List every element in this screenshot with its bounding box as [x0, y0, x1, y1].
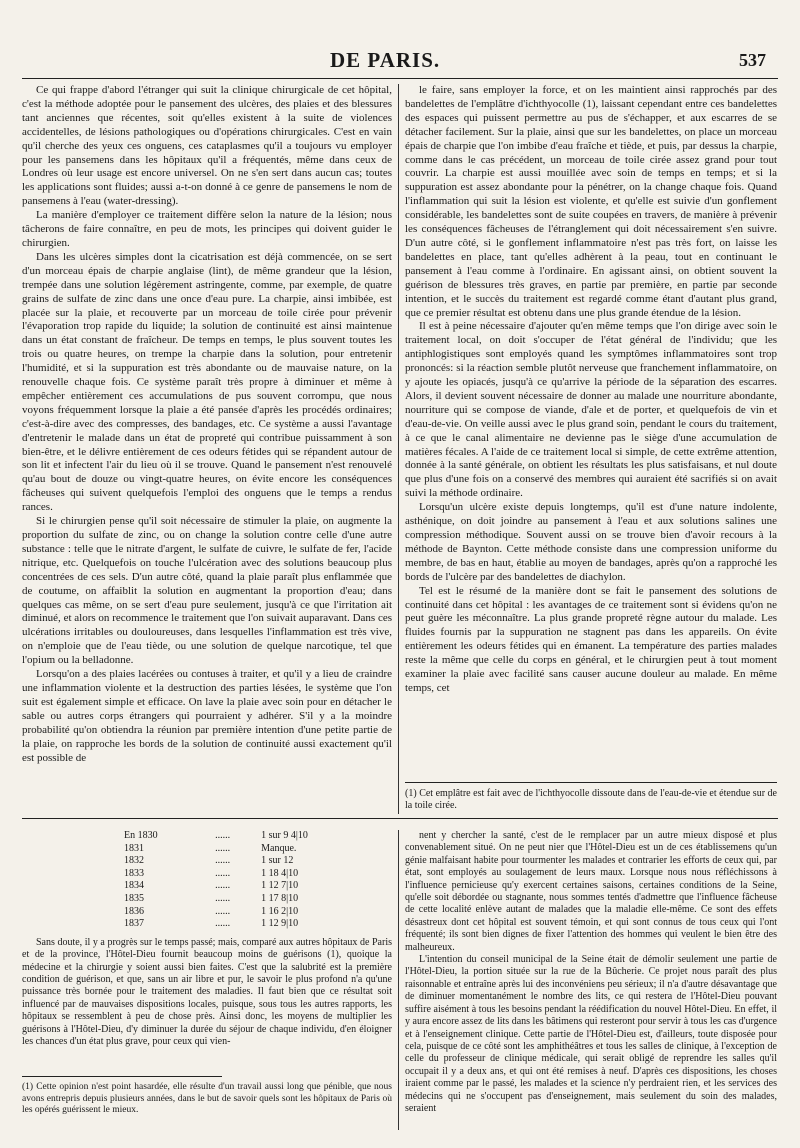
table-row: [122, 906, 382, 919]
paragraph: Si le chirurgien pense qu'il soit nécessaire de stimuler la plaie, on augmente la proportion du sulfate de zinc, ou on change la solution contre celle d'une autre substance : telle que le nitrate d'argent, le sulfate de cuivre, le sulfate de fer, l'acide nitrique, etc. Quelquefois on touche l'ulcération avec des solutions beaucoup plus concentrées de ces sels. D'un autre côté, quand la plaie paraît plus enflammée que de coutume, on affaiblit la solution en augmentant la proportion d'eau; dans quelques cas même, on se sert d'eau pure seulement, jusqu'à ce que l'irritation ait diminué, et alors on recommence le traitement que l'on suivait auparavant. Dans ces ulcérations irritables ou douloureuses, dans lesquelles l'inflammation est très vive, on n'emploie que de l'eau tiède, ou une solution de quelque narcotique, tel que l'opium ou la belladonne.: [22, 515, 392, 667]
table-row: [122, 918, 382, 931]
paragraph: nent y chercher la santé, c'est de le remplacer par un autre mieux disposé et plus convenablement situé. On ne peut nier que l'Hôtel-Dieu est un de ces établissemens qu'un génie malfaisant habite pour tourmenter les malades et contrarier les efforts de ceux qui, par état, sont employés au soulagement de leurs maux. Lorsque nous nous réfléchissons à l'influence pernicieuse qu'y exercent certaines saisons, certaines conditions de la Seine, qu'elle soit débordée ou stagnante, nous sommes tentés d'admettre que l'influence fâcheuse de cette localité enlève autant de malades que la maladie elle-même. Ce sont des effets désastreux dont cet hôpital est souvent témoin, et qui sont connus de tous ceux qui l'ont fréquenté; ils sont bien dignes de fixer l'attention des hommes qui veulent le bien être des malheureux.: [405, 830, 777, 953]
table-row: [122, 843, 382, 856]
year-cell: En 1830: [124, 830, 158, 841]
year-cell: 1835: [124, 892, 144, 904]
page-number: 537: [739, 50, 766, 70]
paragraph: Il est à peine nécessaire d'ajouter qu'en même temps que l'on dirige avec soin le traitement local, on doit s'occuper de l'état général de l'individu; que les antiphlogistiques sont employés quand les symptômes inflammatoires sont trop prononcés: si la réaction semble plutôt nerveuse que franchement inflammatoire, on y ajoute les opiacés, jusqu'à ce qu'arrive la période de la séparation des escarres. Alors, il devient souvent nécessaire de donner au malade une nourriture abondante, nourriture qui se compose de viande, d'ale et de porter, et quelquefois de vin et d'eau-de-vie. On veille aussi avec le plus grand soin, pendant le cours du traitement, à ce que le canal alimentaire ne devienne pas le siège d'une accumulation de matières fécales. A l'aide de ce traitement local si simple, de cette extrême attention, donnée à la santé générale, on obtient les résultats les plus satisfaisans, et nul doute que plus d'une fois on a conservé des membres qui auraient été sacrifiés si on avait suivi la méthode ordinaire.: [405, 320, 777, 500]
leader-dots: ......: [215, 830, 231, 841]
table-row: [122, 855, 382, 868]
paragraph: Ce qui frappe d'abord l'étranger qui suit la clinique chirurgicale de cet hôpital, c'est la méthode adoptée pour le pansement des ulcères, des plaies et des blessures tant anciennes que récentes, soit qu'elles existent à la suite de violences accidentelles, de lésions pathologiques ou d'opérations chirurgicales. C'est en vain qu'il cherche des yeux ces onguens, ces cataplasmes qu'il a toujours vu employer pour les pansemens dans les hôpitaux qu'il a fréquentés, même dans ceux de Londres où leur usage est encore universel. On ne s'en sert dans aucun cas; toutes les applications sont fluides; aussi a-t-on donné à ce genre de pansemens le nom de pansemens à l'eau (water-dressing).: [22, 84, 392, 208]
mortality-table: [122, 830, 382, 931]
ratio-cell: 1 sur 12: [261, 855, 294, 867]
footnote: (1) Cet emplâtre est fait avec de l'ichthyocolle dissoute dans de l'eau-de-vie et étendue sur de la toile cirée.: [405, 788, 777, 811]
lower-footnote: (1) Cette opinion n'est point hasardée, elle résulte d'un travail aussi long que pénible, que nous avons entrepris depuis plusieurs années, dans le but de savoir quels sont les hôpitaux de Paris où les opérés guérissent le mieux.: [22, 1082, 392, 1115]
table-row: [122, 893, 382, 906]
year-cell: 1834: [124, 880, 144, 892]
footnote-rule: [405, 782, 777, 783]
ratio-cell: 1 12 9|10: [261, 918, 299, 930]
paragraph: L'intention du conseil municipal de la Seine était de démolir seulement une partie de l'Hôtel-Dieu, la portion située sur la rue de la Bûcherie. Ce projet nous paraît des plus raisonnable et entraîne après lui des inconvéniens peu sérieux; il n'a d'autre désavantage que de diminuer momentanément le nombre des lits, ce qui restera de l'Hôtel-Dieu pouvant suffire aisément à tous les besoins pendant la réédification du nouvel Hôtel-Dieu. En effet, il y aura encore assez de lits dans les bâtimens qui resteront pour servir à tous les cas d'urgence et à l'enseignement clinique. Cette partie de l'Hôtel-Dieu est, d'ailleurs, toute disposée pour cela, puisque de ce côté sont les amphithéâtres et tous les salles de clinique, à l'exception de celle du professeur de clinique médicale, qui serait obligé de reprendre les salles qu'il occupait il y a deux ans, et qui ont été remises à neuf. D'après ces dispositions, les choses iraient comme par le passé, les malades et la science n'y perdraient rien, et les services des médecins qui ne s'occupent pas d'enseignement, mais seulement du soin des malades, seraient: [405, 954, 777, 1114]
leader-dots: ......: [215, 855, 231, 867]
right-column: [405, 84, 777, 774]
table-row: [122, 830, 382, 843]
ratio-cell: 1 18 4|10: [261, 867, 299, 879]
table-row: [122, 868, 382, 881]
left-column: [22, 84, 392, 804]
year-cell: 1836: [124, 905, 144, 917]
leader-dots: ......: [215, 918, 231, 930]
lower-right-column: [405, 830, 777, 1115]
year-cell: 1832: [124, 855, 144, 867]
paragraph: Lorsqu'un ulcère existe depuis longtemps, qu'il est d'une nature indolente, asthénique, on doit joindre au pansement à l'eau et aux solutions salines une compression méthodique. Souvent aussi on se trouve bien d'avoir recours à la méthode de Baynton. Cette méthode consiste dans une compression uniforme du membre, de bas en haut, établie au moyen de bandages, après qu'on a rapproché les bords de l'ulcère par des bandelettes de diachylon.: [405, 501, 777, 583]
paragraph: La manière d'employer ce traitement diffère selon la nature de la lésion; nous tâcherons de faire connaître, en peu de mots, les principes qui doivent guider le chirurgien.: [22, 209, 392, 249]
paragraph: Lorsqu'on a des plaies lacérées ou contuses à traiter, et qu'il y a lieu de craindre une inflammation violente et la destruction des parties lésées, le système que l'on suit est également simple et efficace. On lave la plaie avec soin pour en détacher le sable ou autres corps étrangers qui pourraient y adhérer. S'il y a la moindre probabilité qu'on obtiendra la réunion par première intention d'une petite partie de la plaie, on rapproche les bords de la solution de continuité aussi exactement qu'il est possible de: [22, 668, 392, 764]
column-divider: [398, 84, 399, 814]
paragraph: Sans doute, il y a progrès sur le temps passé; mais, comparé aux autres hôpitaux de Paris et de la province, l'Hôtel-Dieu fournit beaucoup moins de guérisons (1), quoique la médecine et la chirurgie y soient aussi bien faites. C'est que la salubrité est la première condition de guérison, et que, sans un air libre et pur, le savoir le plus profond n'a qu'une puissance très bornée pour le traitement des maladies. Il faut bien que ce résultat soit influencé par de mauvaises dispositions locales, puisque, sous tous les autres rapports, les hôpitaux se ressemblent à peu de chose près. Ainsi donc, les moyens de multiplier les guérisons à l'Hôtel-Dieu, d'y diminuer la durée du séjour de chaque individu, d'en éloigner les chances d'un état plus grave, pour ceux qui vien-: [22, 936, 392, 1047]
leader-dots: ......: [215, 842, 231, 854]
leader-dots: ......: [215, 892, 231, 904]
running-title: DE PARIS.: [330, 48, 441, 72]
paragraph: Tel est le résumé de la manière dont se fait le pansement des solutions de continuité dans cet hôpital : les avantages de ce traitement sont si évidens qu'on ne peut guère les méconnaître. La plus grande propreté règne autour du malade. Les fluides fournis par la suppuration ne stagnent pas dans les appareils. On évite entièrement les odeurs fétides qui en émanent. La température des parties malades reste la même que celle du corps en général, et le chirurgien peut à tout moment examiner la plaie avec facilité sans causer aucune douleur au malade. En même temps, cet: [405, 584, 777, 694]
header-rule: [22, 78, 778, 79]
section-rule: [22, 818, 778, 819]
page-header: [0, 48, 800, 76]
lower-left-column: [22, 830, 392, 1048]
leader-dots: ......: [215, 880, 231, 892]
ratio-cell: Manque.: [261, 842, 297, 854]
paragraph: le faire, sans employer la force, et on les maintient ainsi rapprochés par des bandelettes de l'emplâtre d'ichthyocolle (1), laissant cependant entre ces bandelettes des espaces qui puissent permettre au pus de s'échapper, et aux escarres de se détacher facilement. Sur la plaie, ainsi que sur les bandelettes, on place un morceau épais de charpie que l'on imbibe d'eau fraîche et tiède, et puis, par dessus la charpie, comme dans le cas précédent, un morceau de toile cirée assez grand pour tout couvrir. La charpie est aussi mouillée avec soin de temps en temps; et si la suppuration est assez abondante pour la pénétrer, on la change chaque fois. Quand l'inflammation qui suit la lésion est violente, et qu'elle est suivie d'un gonflement considérable, les bandelettes sont de suite coupées en travers, de manière à prévenir les conséquences fâcheuses de l'étranglement qui doit nécessairement s'en suivre. D'un autre côté, si le gonflement inflammatoire n'est pas très fort, on laisse les bandelettes en place, tant qu'elles adhèrent à la peau, tout en continuant le pansement à l'eau comme à l'ordinaire. En agissant ainsi, on obtient souvent la guérison de blessures très graves, en partie par première, en partie par seconde intention, et le succès du traitement est regardé comme étant d'autant plus grand, que ce premier résultat est obtenu dans une plus grande étendue de la lésion.: [405, 84, 777, 319]
year-cell: 1833: [124, 867, 144, 879]
table-row: [122, 880, 382, 893]
paragraph: Dans les ulcères simples dont la cicatrisation est déjà commencée, on se sert d'un morceau épais de charpie anglaise (lint), de même grandeur que la lésion, trempée dans une solution légèrement astringente, comme, par exemple, de quatre grains de sulfate de zinc dans une once d'eau pure. La charpie, ainsi imbibée, est placée sur la plaie, et recouverte par un morceau de toile cirée pour prévenir l'évaporation trop rapide du liquide; la solution de continuité est ainsi maintenue dans un état constant de fraîcheur. De temps en temps, le plus souvent toutes les trois ou quatre heures, on trempe la charpie dans la solution, pour entretenir l'humidité, et si la suppuration est très abondante ou de mauvaise nature, on la renouvelle chaque fois. Ce système paraît très propre à diminuer et même à empêcher entièrement ces accumulations de pus souvent corrompu, que nous voyons fréquemment lorsque la plaie a été pansée d'après les procédés ordinaires; c'est-à-dire avec des compresses, des bandages, etc. Ce système a aussi l'avantage d'entretenir le malade dans un état de propreté qui contribue puissamment à son bien-être, et le délivre entièrement de ces odeurs fétides qui se répandent autour de son lit et infectent l'air du lieu où il se trouve. Quand le pansement n'est renouvelé qu'au bout de douze ou vingt-quatre heures, on évite encore les conséquences fâcheuses qui suivent quelquefois l'emploi des onguens que le temps a rendus rances.: [22, 250, 392, 514]
ratio-cell: 1 12 7|10: [261, 880, 299, 892]
leader-dots: ......: [215, 905, 231, 917]
year-cell: 1831: [124, 842, 144, 854]
ratio-cell: 1 sur 9 4|10: [261, 830, 308, 841]
year-cell: 1837: [124, 918, 144, 930]
lower-column-divider: [398, 830, 399, 1130]
ratio-cell: 1 16 2|10: [261, 905, 299, 917]
ratio-cell: 1 17 8|10: [261, 892, 299, 904]
leader-dots: ......: [215, 867, 231, 879]
lower-footnote-rule: [22, 1076, 222, 1077]
